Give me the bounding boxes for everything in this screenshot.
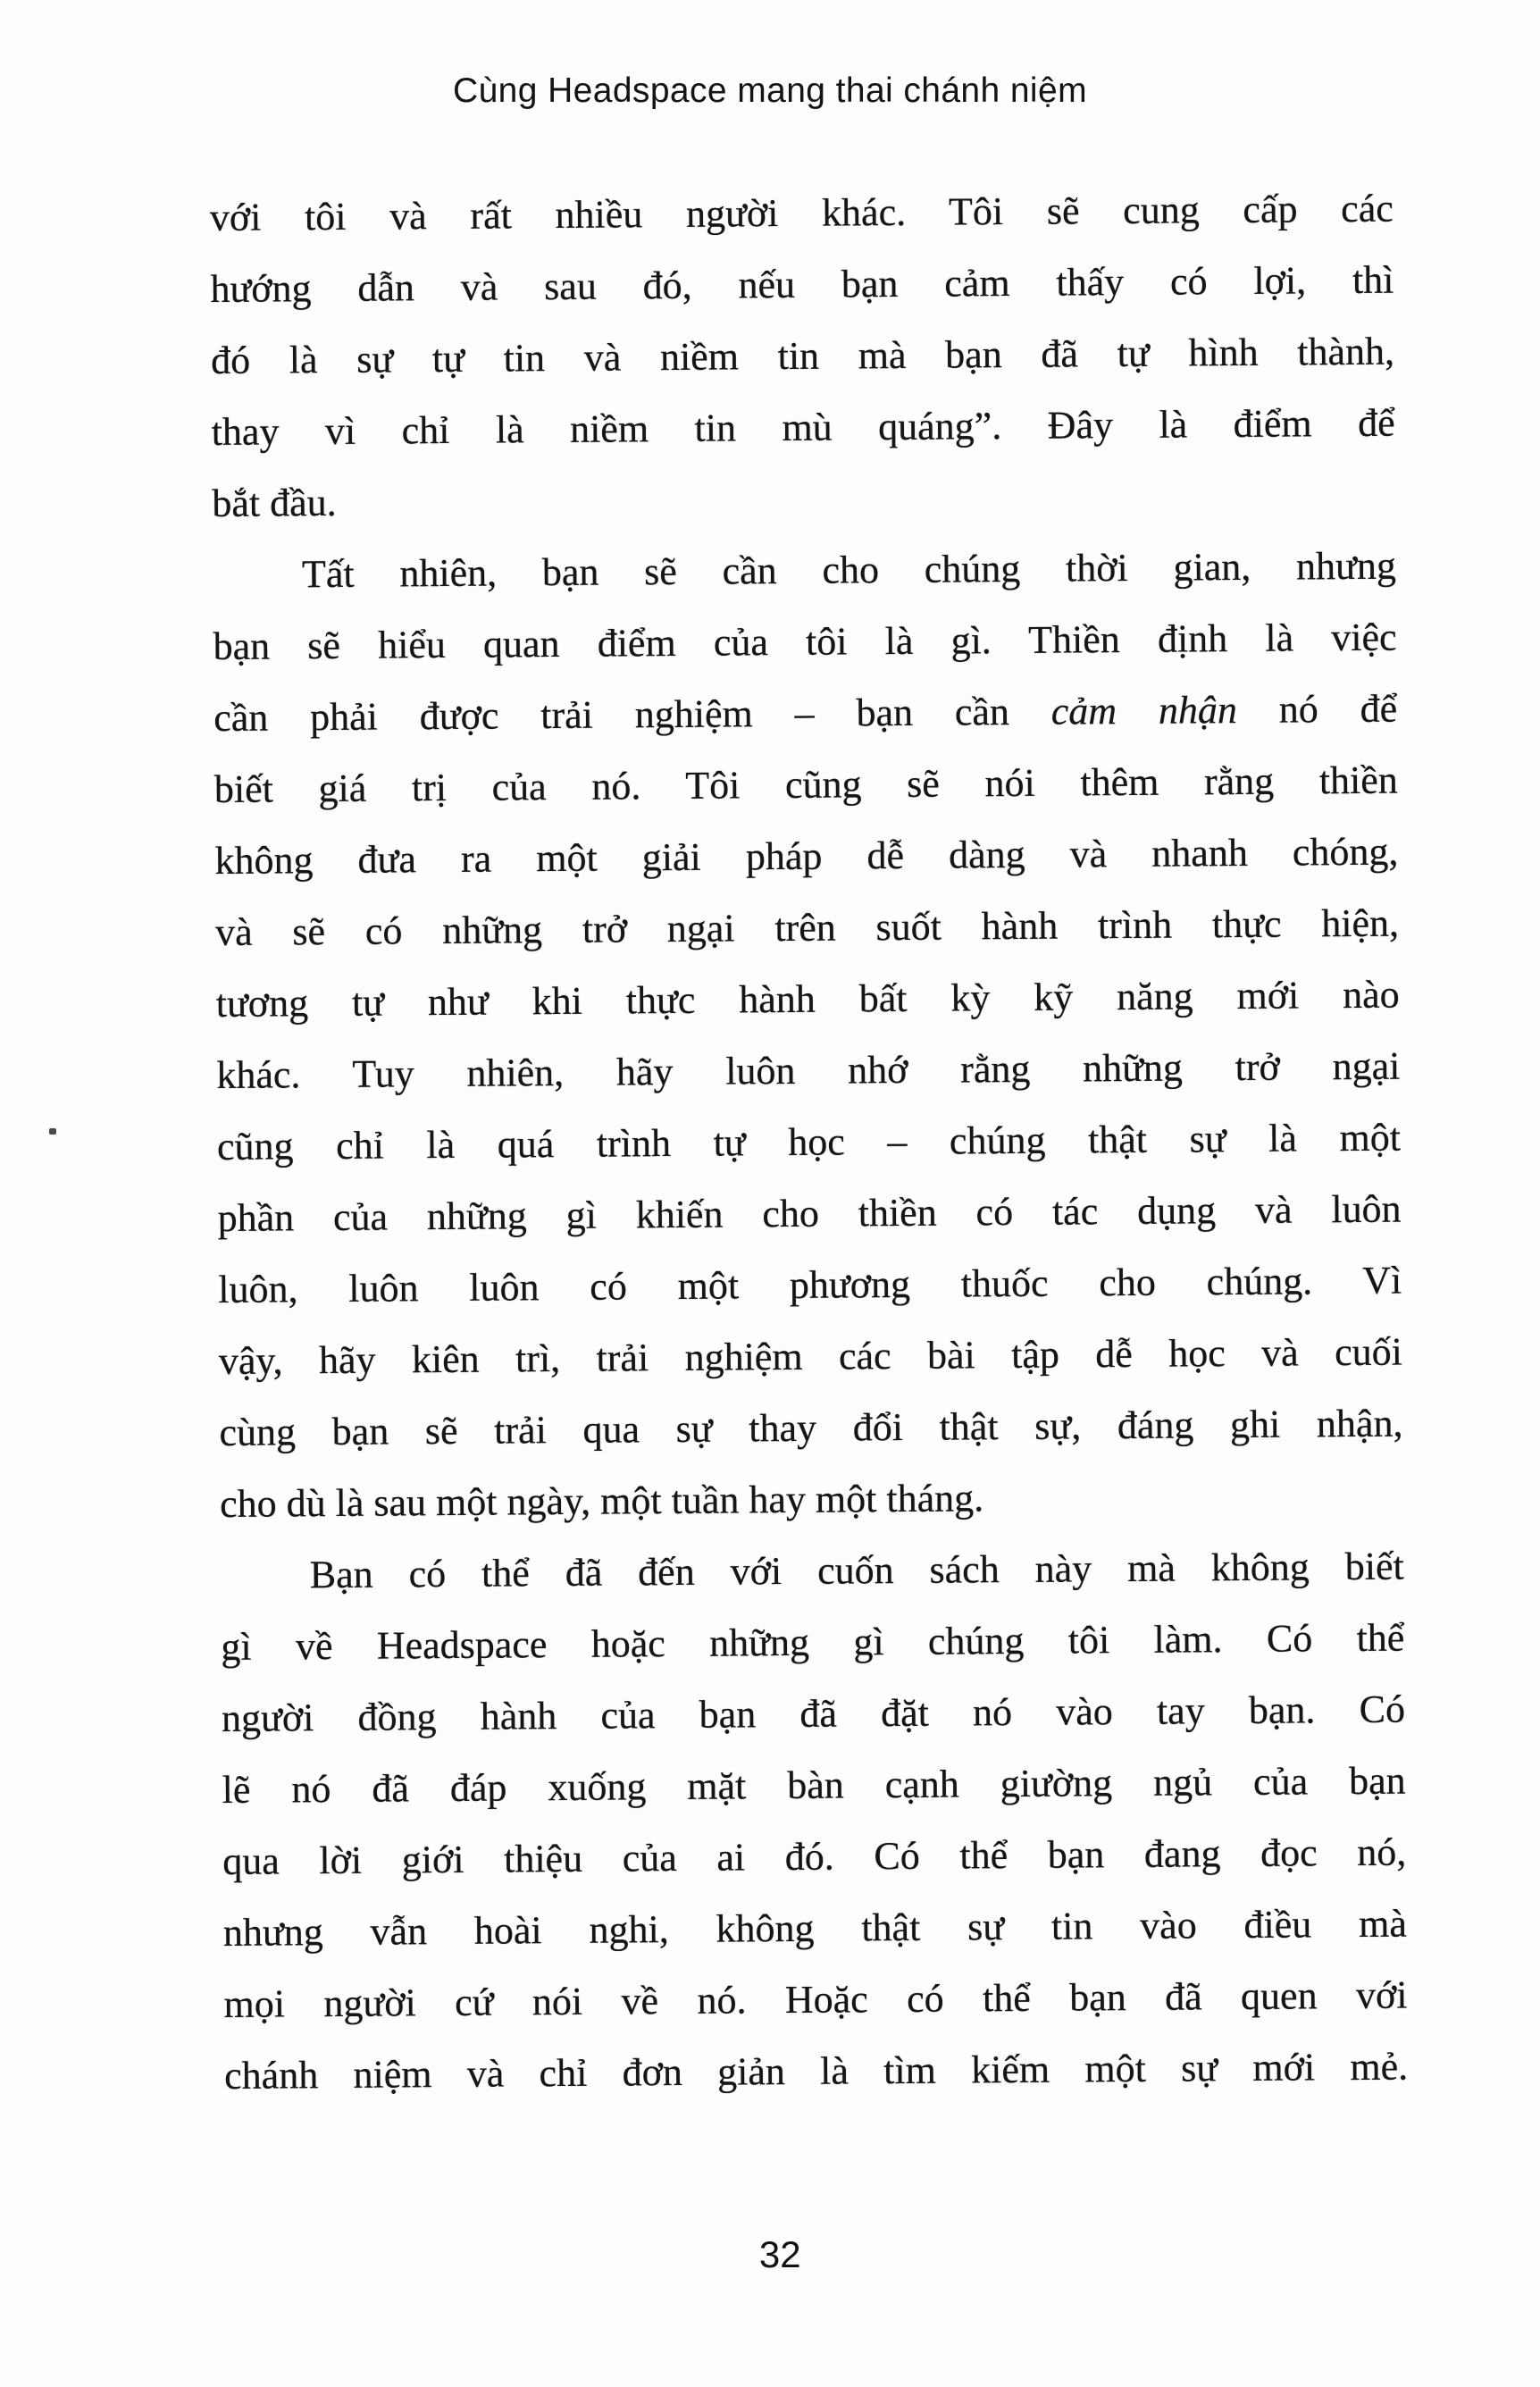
text-line: bạn sẽ hiểu quan điểm của tôi là gì. Thiền định là việc (213, 615, 1397, 669)
text-line: phần của những gì khiến cho thiền có tác dụng và luôn (217, 1186, 1402, 1240)
text-line-with-italic (213, 674, 1398, 754)
body-text-block (210, 173, 1409, 2112)
text-line: Tất nhiên, bạn sẽ cần cho chúng thời gian, nhưng (301, 543, 1397, 597)
text-line: gì về Headspace hoặc những gì chúng tôi làm. Có thể (221, 1615, 1405, 1669)
italic-phrase: cảm nhận (1050, 688, 1238, 733)
text-line: chánh niệm và chỉ đơn giản là tìm kiếm một sự mới mẻ. (223, 2044, 1409, 2098)
text-line: lẽ nó đã đáp xuống mặt bàn cạnh giường ngủ của bạn (222, 1758, 1406, 1812)
paragraph-3 (220, 1531, 1408, 2112)
text-line: Bạn có thể đã đến với cuốn sách này mà không biết (309, 1544, 1404, 1597)
paragraph-2 (213, 531, 1404, 1540)
paragraph-1 (210, 173, 1396, 540)
text-line: bắt đầu. (212, 480, 337, 526)
text-line: cho dù là sau một ngày, một tuần hay một tháng. (219, 1476, 984, 1526)
text-line: tương tự như khi thực hành bất kỳ kỹ năng mới nào (215, 972, 1400, 1026)
text-line: luôn, luôn luôn có một phương thuốc cho chúng. Vì (218, 1258, 1402, 1311)
text-line: nhưng vẫn hoài nghi, không thật sự tin vào điều mà (222, 1901, 1408, 1955)
text-line: vậy, hãy kiên trì, trải nghiệm các bài tập dễ học và cuối (218, 1329, 1403, 1383)
text-line: hướng dẫn và sau đó, nếu bạn cảm thấy có lợi, thì (210, 257, 1394, 312)
text-line: người đồng hành của bạn đã đặt nó vào tay bạn. Có (221, 1687, 1406, 1740)
text-line: với tôi và rất nhiều người khác. Tôi sẽ cung cấp các (209, 186, 1394, 240)
text-line: biết giá trị của nó. Tôi cũng sẽ nói thêm rằng thiền (213, 758, 1399, 812)
text-line: qua lời giới thiệu của ai đó. Có thể bạn đang đọc nó, (222, 1830, 1407, 1883)
text-segment: cần phải được trải nghiệm – bạn cần (213, 689, 1051, 741)
text-line: thay vì chỉ là niềm tin mù quáng”. Đây là điểm để (211, 400, 1395, 455)
running-head-title: Cùng Headspace mang thai chánh niệm (453, 71, 1087, 110)
text-line: mọi người cứ nói về nó. Hoặc có thể bạn đã quen với (223, 1972, 1408, 2026)
page-number: 32 (758, 2233, 801, 2275)
scan-ink-speck (49, 1128, 56, 1135)
text-line: cũng chỉ là quá trình tự học – chúng thật sự là một (216, 1115, 1402, 1168)
text-line: khác. Tuy nhiên, hãy luôn nhớ rằng những trở ngại (216, 1043, 1401, 1098)
text-segment: nó để (1236, 686, 1398, 733)
text-line: đó là sự tự tin và niềm tin mà bạn đã tự hình thành, (210, 329, 1395, 383)
text-line: cùng bạn sẽ trải qua sự thay đổi thật sự, đáng ghi nhận, (219, 1401, 1403, 1454)
text-line: không đưa ra một giải pháp dễ dàng và nhanh chóng, (214, 829, 1399, 884)
text-line: và sẽ có những trở ngại trên suốt hành trình thực hiện, (214, 900, 1400, 955)
